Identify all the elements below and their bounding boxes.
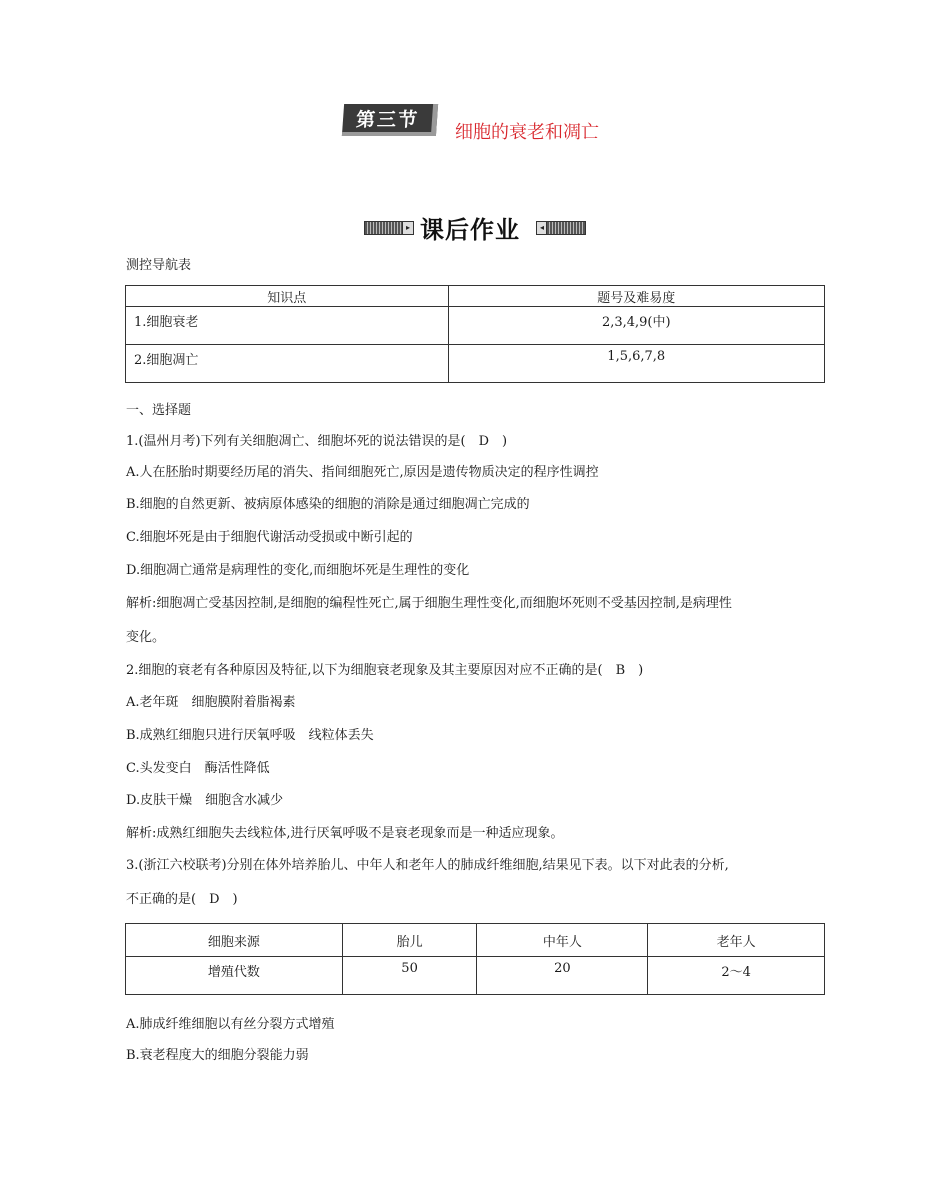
q2-option-a: A.老年斑 细胞膜附着脂褐素 (126, 695, 296, 710)
q1-analysis-line1: 解析:细胞凋亡受基因控制,是细胞的编程性死亡,属于细胞生理性变化,而细胞坏死则不受基因控制,是病理性 (126, 596, 732, 611)
banner-title: 课后作业 (420, 216, 520, 244)
q3-table-cell: 20 (477, 957, 648, 995)
q3-stem-line2: 不正确的是( D ) (126, 892, 238, 907)
q3-table-header-row (126, 924, 825, 957)
nav-table-cell: 2.细胞凋亡 (126, 345, 449, 383)
nav-table (125, 285, 825, 383)
q2-stem: 2.细胞的衰老有各种原因及特征,以下为细胞衰老现象及其主要原因对应不正确的是( B ) (126, 663, 644, 678)
nav-table-cell: 2,3,4,9(中) (448, 307, 825, 345)
banner-left-arrow-icon: ▸ (402, 221, 414, 235)
part-title: 一、选择题 (126, 403, 192, 418)
q2-option-c: C.头发变白 酶活性降低 (126, 761, 270, 776)
q2-analysis: 解析:成熟红细胞失去线粒体,进行厌氧呼吸不是衰老现象而是一种适应现象。 (126, 826, 564, 841)
q1-option-a: A.人在胚胎时期要经历尾的消失、指间细胞死亡,原因是遗传物质决定的程序性调控 (126, 465, 599, 480)
table-row (126, 345, 825, 383)
q1-option-c: C.细胞坏死是由于细胞代谢活动受损或中断引起的 (126, 530, 413, 545)
q3-option-b: B.衰老程度大的细胞分裂能力弱 (126, 1048, 309, 1063)
section-badge-text: 第三节 (355, 108, 420, 131)
q3-table (125, 923, 825, 995)
section-badge (342, 104, 438, 136)
banner-right-arrow-icon: ◂ (536, 221, 548, 235)
q2-option-b: B.成熟红细胞只进行厌氧呼吸 线粒体丢失 (126, 728, 374, 743)
nav-table-header-cell: 知识点 (126, 286, 449, 307)
nav-table-cell: 1,5,6,7,8 (448, 345, 825, 383)
q1-option-b: B.细胞的自然更新、被病原体感染的细胞的消除是通过细胞凋亡完成的 (126, 497, 530, 512)
nav-table-header-cell: 题号及难易度 (448, 286, 825, 307)
q3-table-cell: 增殖代数 (126, 957, 343, 995)
q3-table-cell: 50 (342, 957, 477, 995)
q2-option-d: D.皮肤干燥 细胞含水减少 (126, 793, 284, 808)
nav-table-cell: 1.细胞衰老 (126, 307, 449, 345)
q3-table-header-cell: 胎儿 (342, 924, 477, 957)
q3-table-cell: 2～4 (648, 957, 825, 995)
q1-option-d: D.细胞凋亡通常是病理性的变化,而细胞坏死是生理性的变化 (126, 563, 470, 578)
nav-table-header-row (126, 286, 825, 307)
nav-table-caption: 测控导航表 (126, 258, 192, 273)
q3-table-header-cell: 细胞来源 (126, 924, 343, 957)
q3-option-a: A.肺成纤维细胞以有丝分裂方式增殖 (126, 1017, 335, 1032)
table-row (126, 957, 825, 995)
section-title: 细胞的衰老和凋亡 (455, 122, 599, 143)
table-row (126, 307, 825, 345)
banner-right-decoration (546, 221, 586, 235)
q3-table-header-cell: 中年人 (477, 924, 648, 957)
q1-stem: 1.(温州月考)下列有关细胞凋亡、细胞坏死的说法错误的是( D ) (126, 434, 508, 449)
q3-table-header-cell: 老年人 (648, 924, 825, 957)
q1-analysis-line2: 变化。 (126, 630, 166, 645)
q3-stem-line1: 3.(浙江六校联考)分别在体外培养胎儿、中年人和老年人的肺成纤维细胞,结果见下表。以下对此表的分析, (126, 858, 729, 873)
